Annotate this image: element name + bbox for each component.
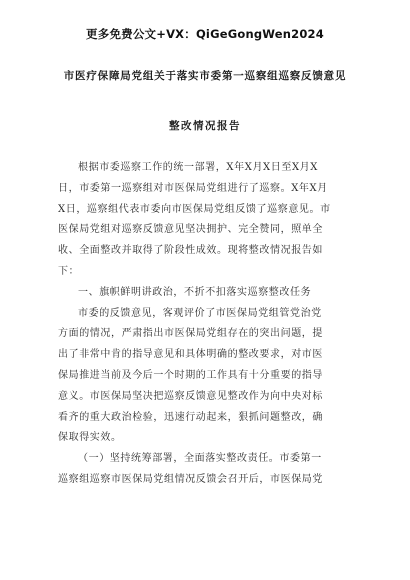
paragraph-line: 医保局党组对巡察反馈意见坚决拥护、完全赞同，照单全 <box>58 224 323 236</box>
paragraph-line: 意义。市医保局坚决把巡察反馈意见整改作为向中央对标 <box>58 390 323 402</box>
paragraph-line: 收、全面整改并取得了阶段性成效。现将整改情况报告如 <box>58 245 323 257</box>
paragraph-line: 根据市委巡察工作的统一部署，X年X月X日至X月X <box>78 162 318 173</box>
document-subtitle: 整改情况报告 <box>169 120 241 132</box>
paragraph-line: （一）坚持统筹部署，全面落实整改责任。市委第一 <box>78 453 322 465</box>
paragraph-line: 方面的情况，严肃指出市医保局党组存在的突出问题，提 <box>58 328 323 340</box>
document-title: 市医疗保障局党组关于落实市委第一巡察组巡察反馈意见 <box>63 70 347 82</box>
section-heading: 一、旗帜鲜明讲政治，不折不扣落实巡察整改任务 <box>78 286 312 298</box>
paragraph-line: 出了非常中肯的指导意见和具体明确的整改要求，对市医 <box>58 349 323 361</box>
document-body <box>58 158 348 491</box>
paragraph-line: 市委的反馈意见，客观评价了市医保局党组管党治党 <box>78 307 322 319</box>
paragraph-line: 日，市委第一巡察组对市医保局党组进行了巡察。X年X月 <box>58 182 328 194</box>
paragraph-line: 巡察组巡察市医保局党组情况反馈会召开后，市医保局党 <box>58 473 323 485</box>
paragraph-line: 保局推进当前及今后一个时期的工作具有十分重要的指导 <box>58 369 323 381</box>
paragraph-line: X日，巡察组代表市委向市医保局党组反馈了巡察意见。市 <box>58 203 331 215</box>
promo-banner: 更多免费公文+VX：QiGeGongWen2024 <box>86 27 324 41</box>
paragraph-line: 保取得实效。 <box>58 432 122 444</box>
paragraph-line: 下： <box>58 265 80 277</box>
paragraph-line: 看齐的重大政治检验，迅速行动起来，狠抓问题整改，确 <box>58 411 323 423</box>
